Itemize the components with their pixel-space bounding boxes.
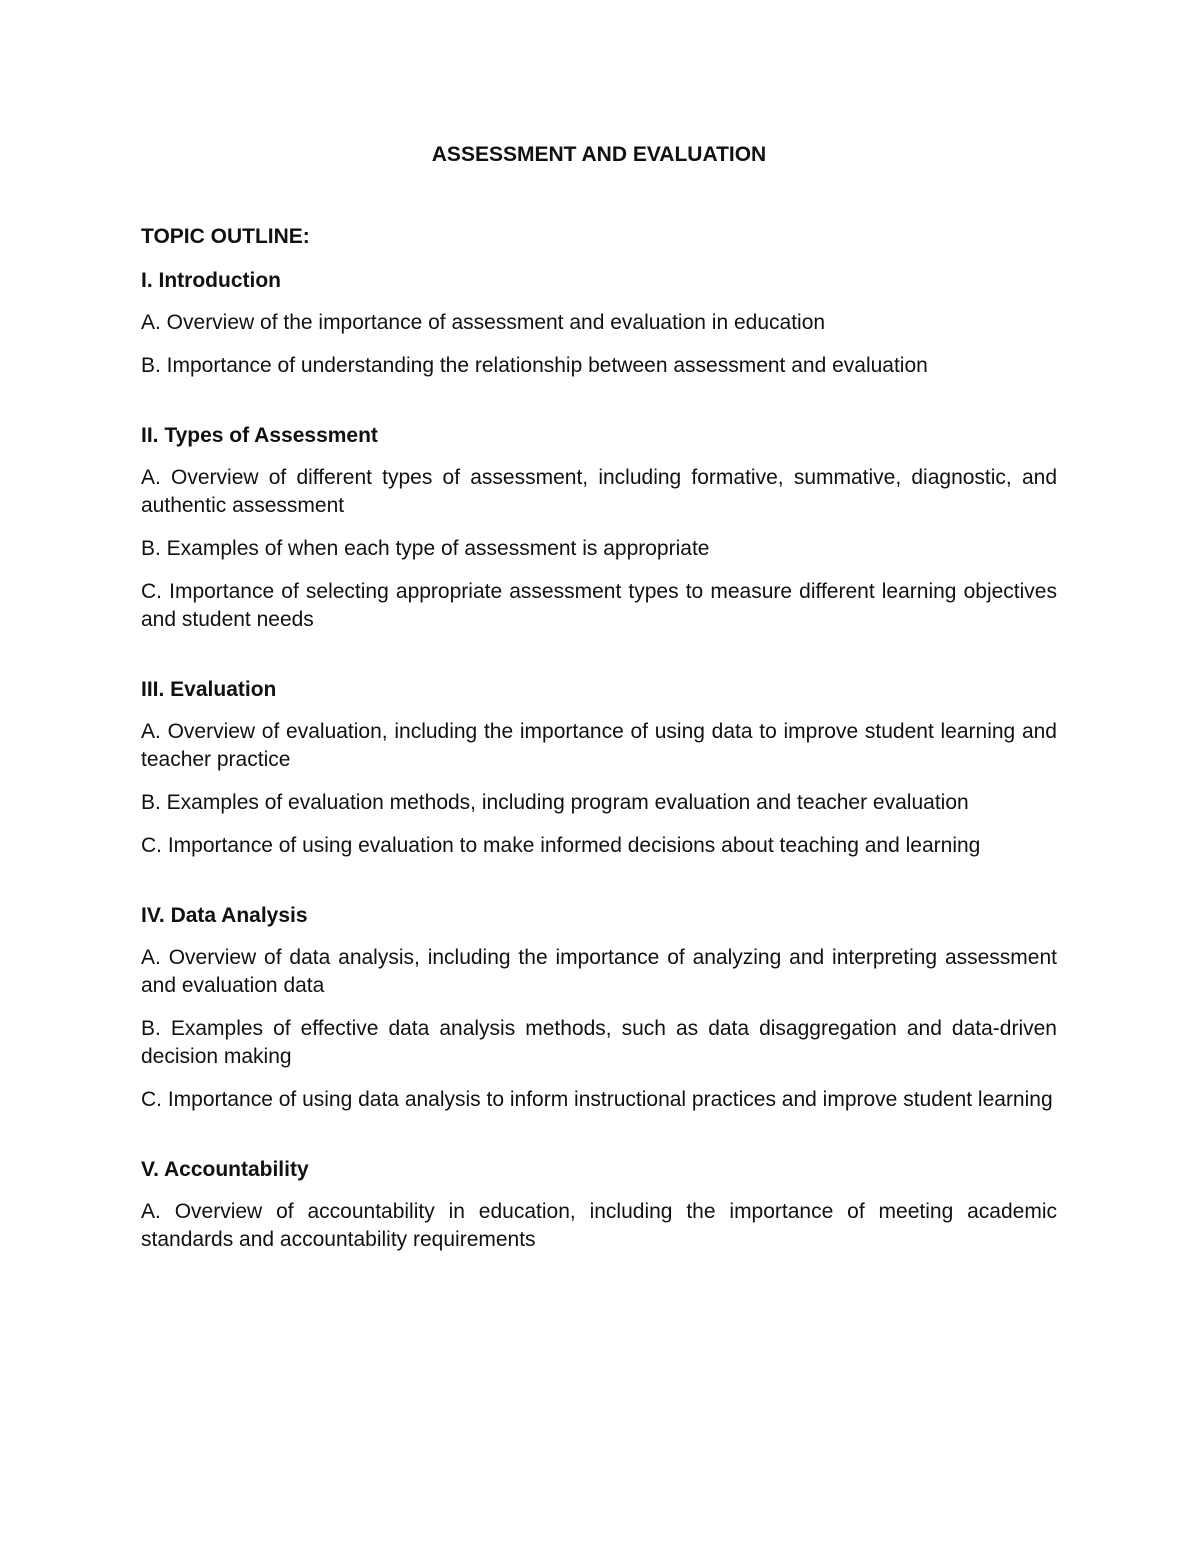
outline-item: A. Overview of accountability in education, including the importance of meeting academic standards and accountability requirements	[141, 1200, 1057, 1251]
section-evaluation	[141, 675, 1057, 860]
outline-item: B. Examples of evaluation methods, including program evaluation and teacher evaluation	[141, 791, 969, 814]
section-introduction	[141, 266, 1057, 380]
outline-item: B. Examples of when each type of assessment is appropriate	[141, 537, 710, 560]
outline-item: C. Importance of using evaluation to make informed decisions about teaching and learning	[141, 834, 981, 857]
section-data-analysis	[141, 901, 1057, 1114]
document-page	[141, 140, 1057, 1295]
outline-item: A. Overview of the importance of assessment and evaluation in education	[141, 311, 826, 334]
outline-item: A. Overview of evaluation, including the importance of using data to improve student learning and teacher practice	[141, 720, 1057, 771]
section-heading: I. Introduction	[141, 269, 281, 292]
section-heading: III. Evaluation	[141, 678, 277, 701]
topic-outline-label: TOPIC OUTLINE:	[141, 225, 310, 248]
outline-item: A. Overview of different types of assessment, including formative, summative, diagnostic, and authentic assessment	[141, 466, 1057, 517]
outline-item: C. Importance of using data analysis to inform instructional practices and improve student learning	[141, 1088, 1053, 1111]
section-heading: II. Types of Assessment	[141, 424, 378, 447]
document-title: ASSESSMENT AND EVALUATION	[431, 143, 767, 166]
outline-item: A. Overview of data analysis, including the importance of analyzing and interpreting assessment and evaluation data	[141, 946, 1057, 997]
outline-item: C. Importance of selecting appropriate assessment types to measure different learning objectives and student needs	[141, 580, 1057, 631]
outline-item: B. Examples of effective data analysis methods, such as data disaggregation and data-driven decision making	[141, 1017, 1057, 1068]
section-types-of-assessment	[141, 421, 1057, 634]
outline-item: B. Importance of understanding the relationship between assessment and evaluation	[141, 354, 928, 377]
section-heading: IV. Data Analysis	[141, 904, 308, 927]
section-accountability	[141, 1155, 1057, 1254]
section-heading: V. Accountability	[141, 1158, 309, 1181]
